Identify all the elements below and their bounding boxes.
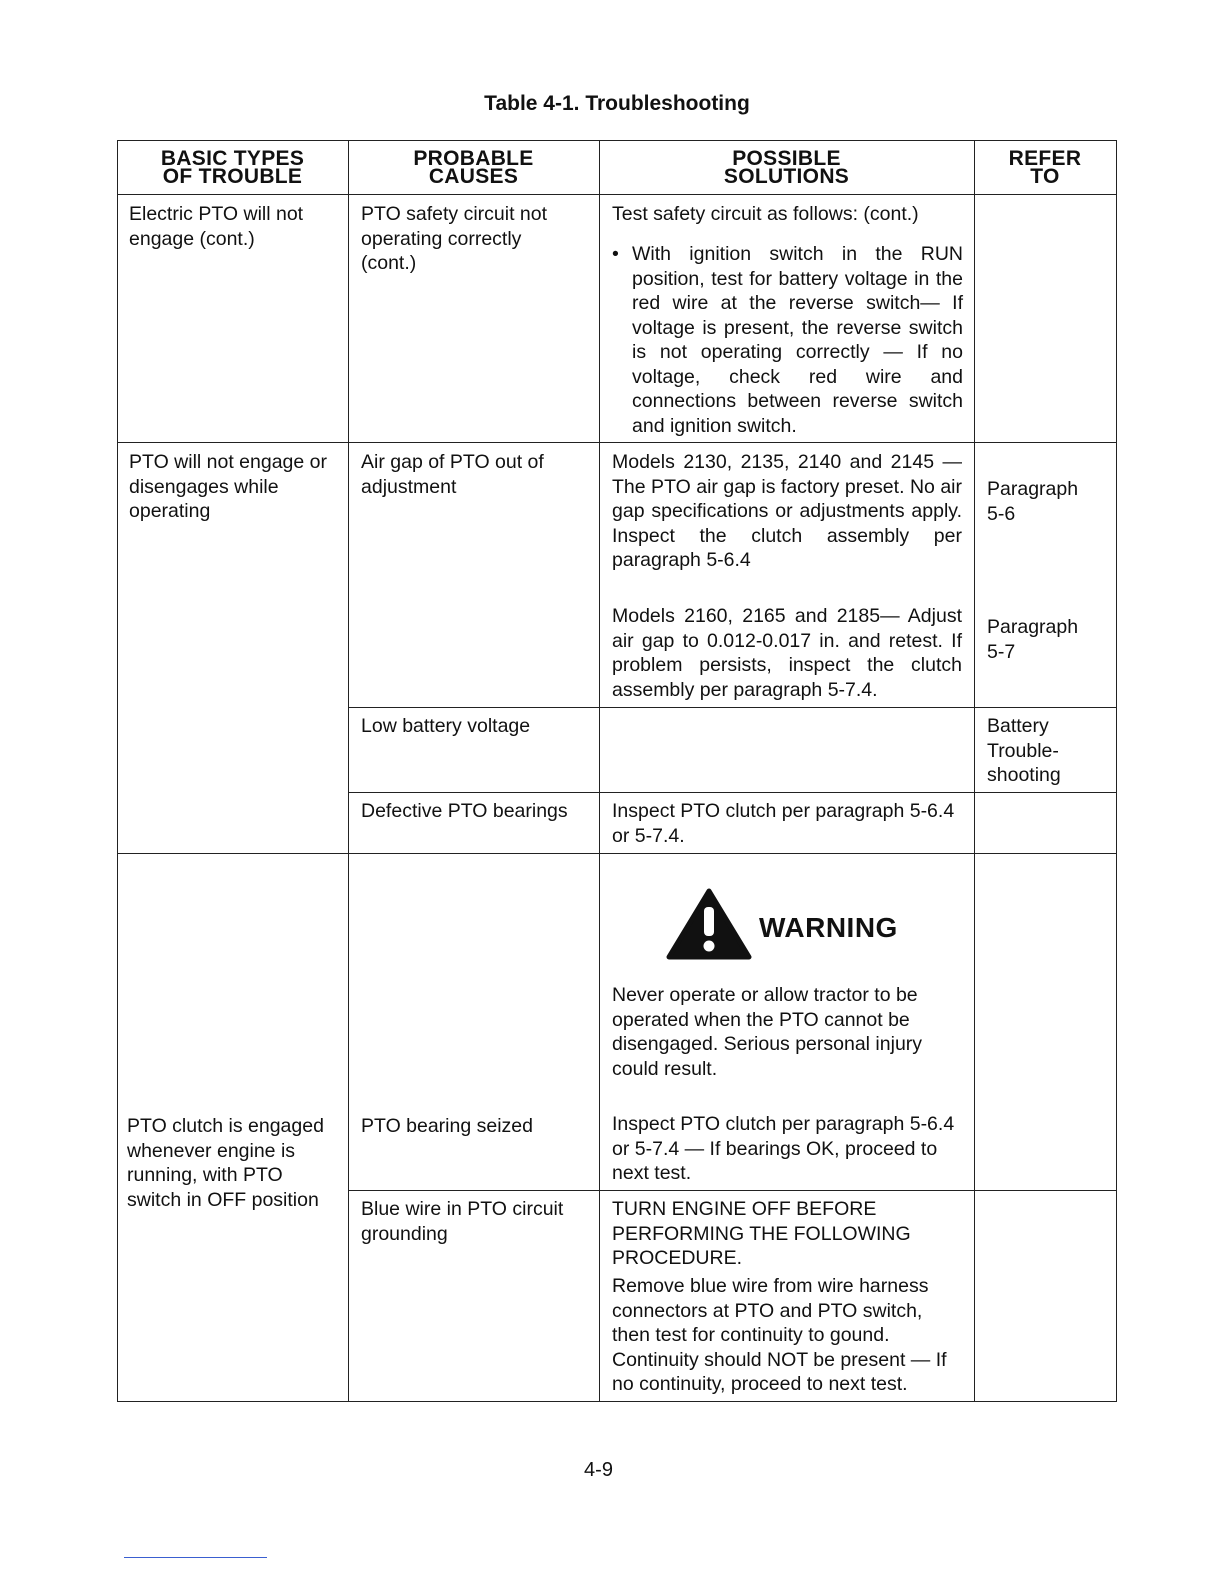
table-border-top	[117, 140, 1117, 141]
col-divider-3	[974, 140, 975, 1402]
row5-solution: Inspect PTO clutch per paragraph 5-6.4 or 5-7.4 — If bearings OK, proceed to next test.	[612, 1113, 955, 1184]
row4-solution: Inspect PTO clutch per paragraph 5-6.4 or 5-7.4.	[612, 800, 955, 847]
row1-solution-intro: Test safety circuit as follows: (cont.)	[612, 203, 919, 225]
table-title: Table 4-1. Troubleshooting	[484, 92, 750, 115]
header-possible-solutions-line1: POSSIBLE	[732, 147, 841, 170]
row5-cause: PTO bearing seized	[361, 1115, 533, 1137]
row6-solution: Remove blue wire from wire harness connectors at PTO and PTO switch, then test for continuity to gound. Continuity should NOT be present — If no continuity, proceed to next test.	[612, 1275, 947, 1395]
warning-text: Never operate or allow tractor to be operated when the PTO cannot be disengaged. Serious personal injury could result.	[612, 984, 923, 1080]
row-divider-2	[348, 707, 1117, 708]
row6-cause: Blue wire in PTO circuit grounding	[361, 1198, 564, 1245]
header-divider	[117, 194, 1117, 195]
row2-solution-a: Models 2130, 2135, 2140 and 2145 — The PTO air gap is factory preset. No air gap specifications or adjustments apply. Inspect the clutch assembly per paragraph 5-6.4	[612, 451, 962, 571]
footer-rule	[124, 1557, 267, 1558]
table-border-left	[117, 140, 118, 1402]
row-divider-4	[117, 853, 1117, 854]
page-number: 4-9	[584, 1459, 613, 1481]
row3-cause: Low battery voltage	[361, 715, 531, 737]
header-refer-to-line1: REFER	[1008, 147, 1082, 170]
row1-solution-bullet: • With ignition switch in the RUN position, test for battery voltage in the red wire at the reverse switch— If voltage is present, the reverse switch is not operating correctly — If no voltage, check red wire and connections between reverse switch and ignition switch.	[612, 242, 963, 438]
header-probable-causes-line1: PROBABLE	[413, 147, 534, 170]
table-border-bottom	[117, 1401, 1117, 1402]
row6-solution-caps: TURN ENGINE OFF BEFORE PERFORMING THE FOLLOWING PROCEDURE.	[612, 1198, 911, 1269]
header-basic-types-line2: OF TROUBLE	[162, 165, 303, 188]
row1-trouble: Electric PTO will not engage (cont.)	[129, 203, 304, 250]
col-divider-2	[599, 140, 600, 1402]
row2-cause: Air gap of PTO out of adjustment	[361, 451, 544, 498]
row2-refer-a: Paragraph 5-6	[987, 478, 1079, 525]
header-basic-types	[117, 147, 348, 188]
row1-cause: PTO safety circuit not operating correctly (cont.)	[361, 203, 548, 274]
table-border-right	[1116, 140, 1117, 1402]
header-probable-causes	[348, 147, 599, 188]
row5-trouble: PTO clutch is engaged whenever engine is running, with PTO switch in OFF position	[127, 1115, 324, 1211]
warning-triangle-icon	[666, 887, 752, 961]
row1-solution-list	[612, 242, 963, 438]
row2-refer-b: Paragraph 5-7	[987, 616, 1079, 663]
row3-refer: Battery Trouble-shooting	[987, 715, 1061, 786]
row-divider-1	[117, 442, 1117, 443]
header-possible-solutions-line2: SOLUTIONS	[723, 165, 850, 188]
header-refer-to-line2: TO	[1030, 165, 1060, 188]
row-divider-3	[348, 792, 1117, 793]
row2-trouble: PTO will not engage or disengages while operating	[129, 451, 327, 522]
header-refer-to	[974, 147, 1116, 188]
warning-label: WARNING	[759, 912, 898, 943]
row2-solution-b: Models 2160, 2165 and 2185— Adjust air gap to 0.012-0.017 in. and retest. If problem persists, inspect the clutch assembly per paragraph 5-7.4.	[612, 605, 962, 701]
header-basic-types-line1: BASIC TYPES	[160, 147, 305, 170]
col-divider-1	[348, 140, 349, 1402]
row4-cause: Defective PTO bearings	[361, 800, 568, 822]
header-possible-solutions	[599, 147, 974, 188]
row-divider-5	[348, 1190, 1117, 1191]
header-probable-causes-line2: CAUSES	[428, 165, 519, 188]
